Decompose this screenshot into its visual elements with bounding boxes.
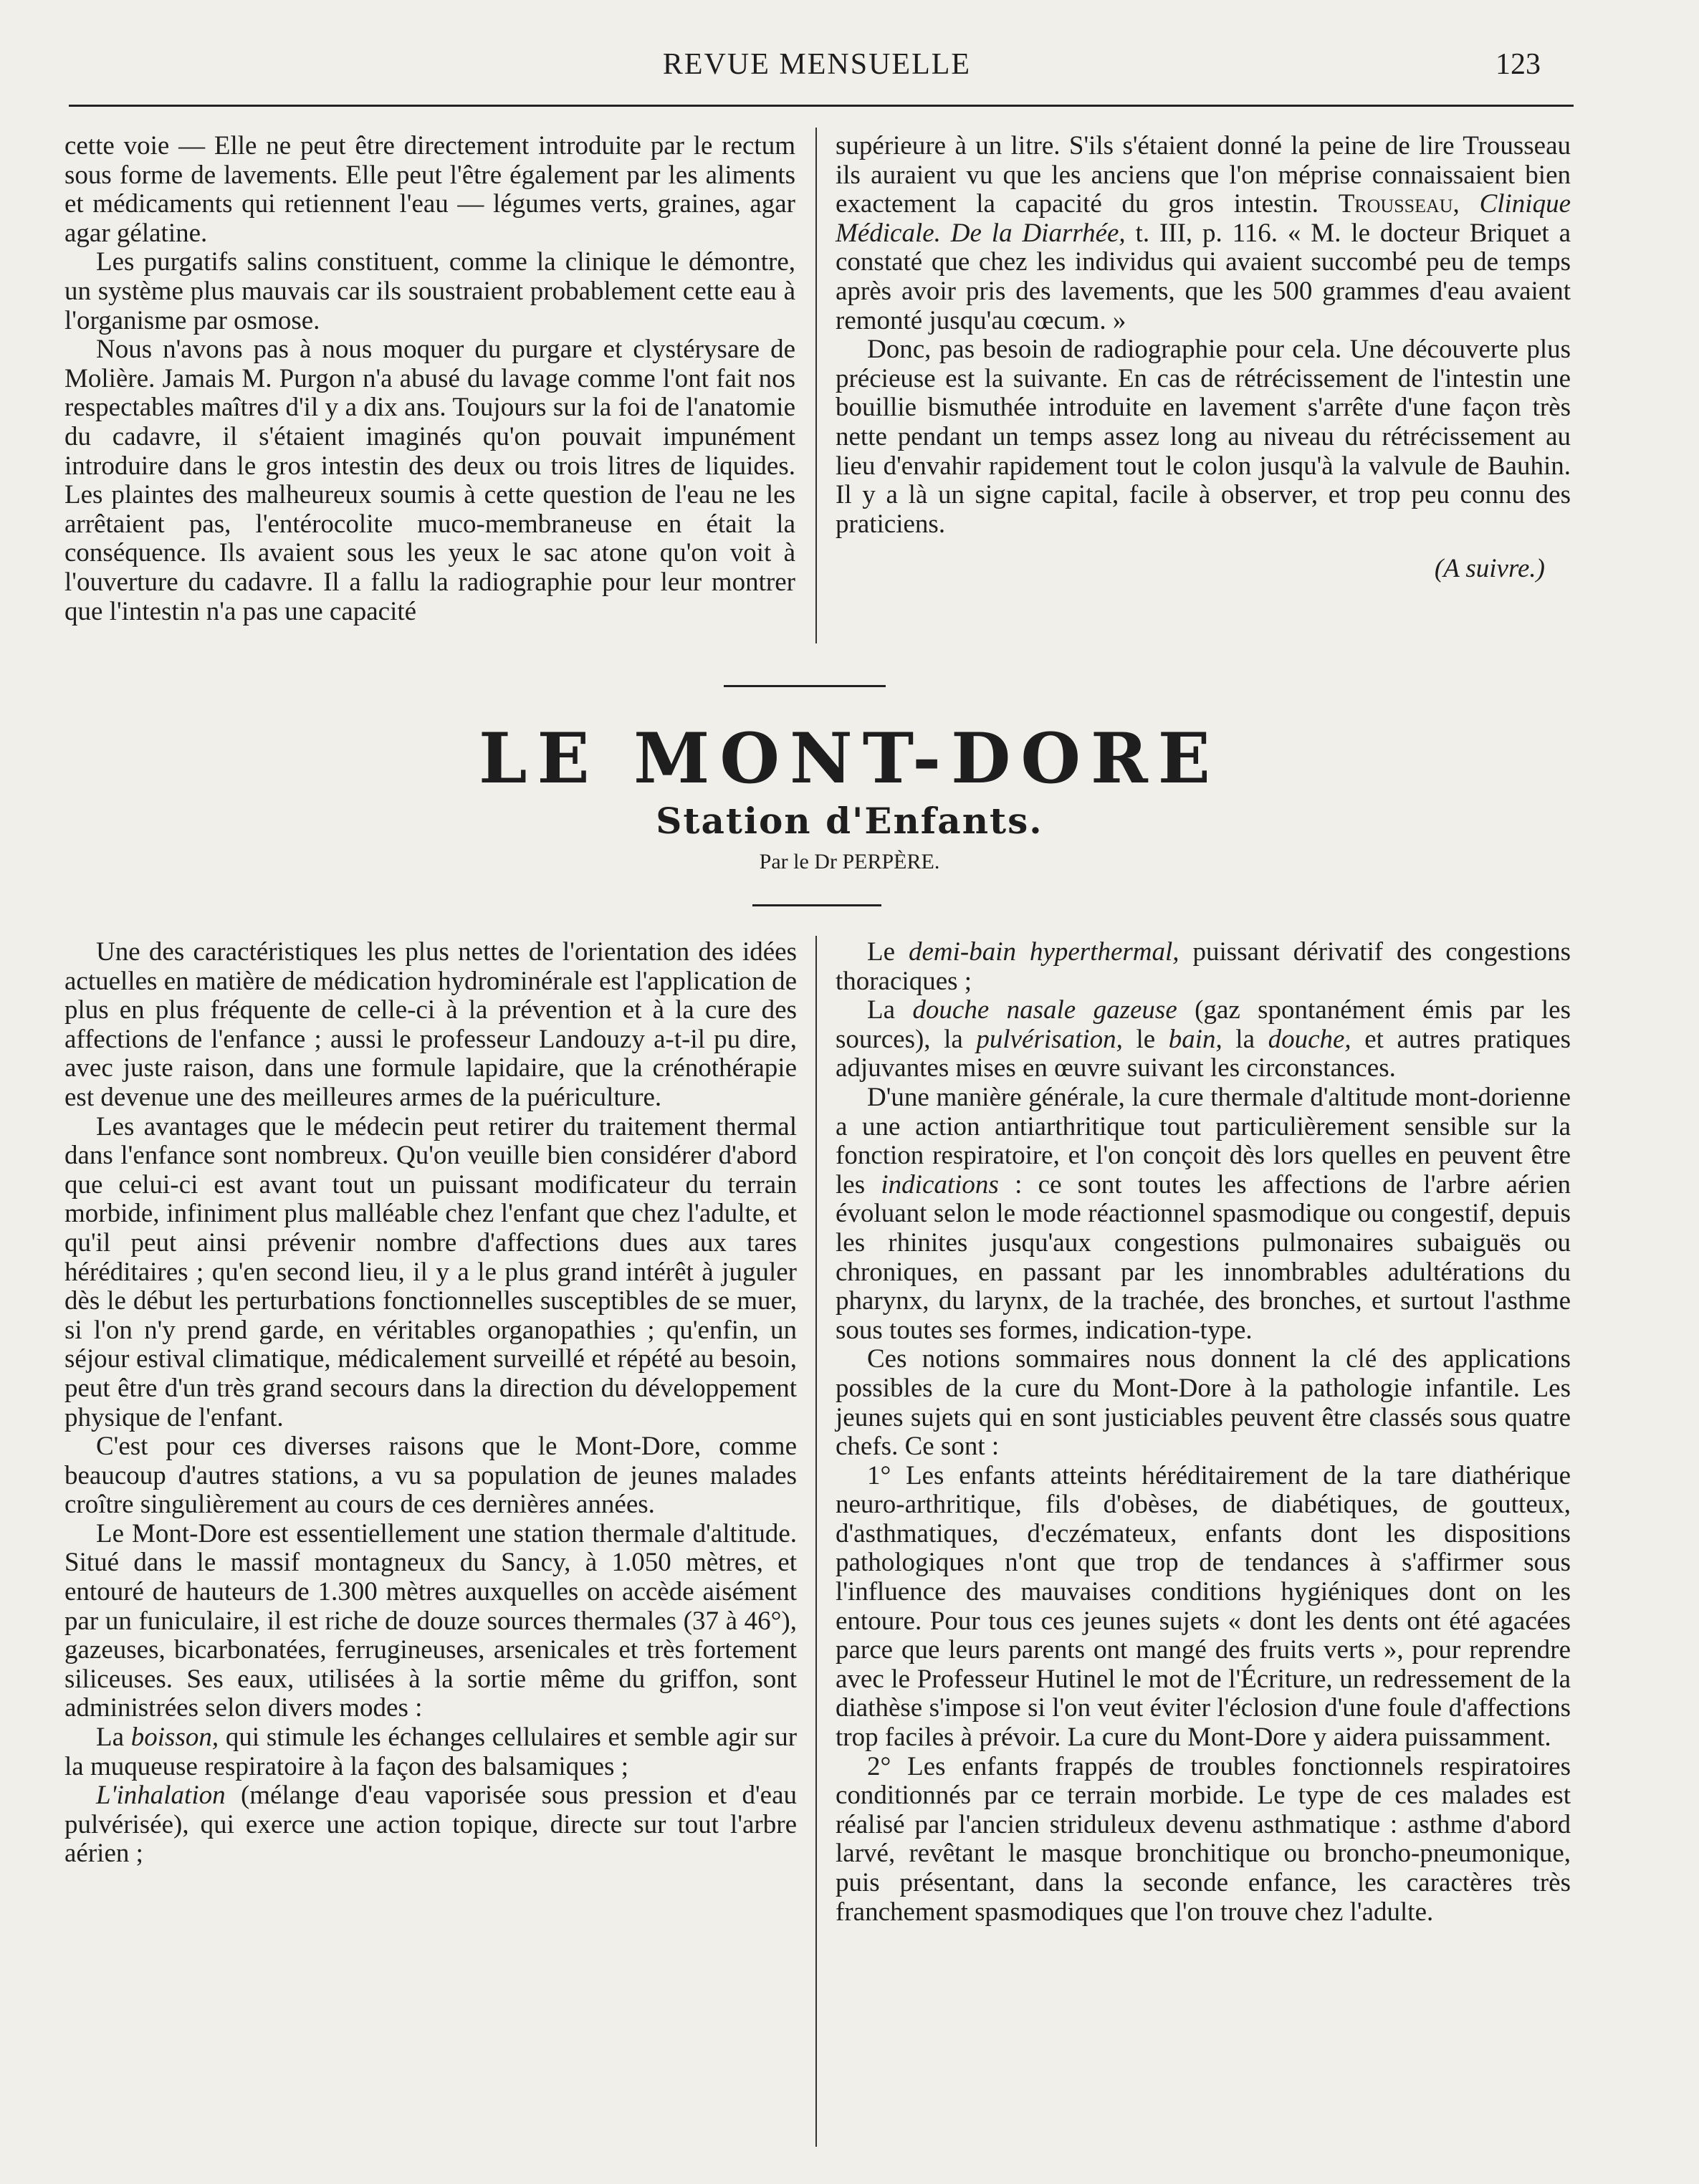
article-title: LE MONT-DORE <box>479 718 1220 799</box>
paragraph: La douche nasale gazeuse (gaz spontanément émis par les sources), la pulvérisation, le bain, la douche, et autres pratiques adjuvantes mises en œuvre suivant les circonstances. <box>836 995 1571 1083</box>
paragraph: Le Mont-Dore est essentiellement une station thermale d'altitude. Situé dans le massif montagneux du Sancy, à 1.050 mètres, et entouré de hauteurs de 1.300 mètres auxquelles on accède aisément par un funiculaire, il est riche de douze sources thermales (37 à 46°), gazeuses, bicarbonatées, ferrugineuses, arsenicales et très fortement siliceuses. Ses eaux, utilisées à la sortie même du griffon, sont administrées selon divers modes : <box>64 1518 797 1723</box>
paragraph: Les avantages que le médecin peut retirer du traitement thermal dans l'enfance sont nombreux. Qu'on veuille bien considérer d'abord que celui-ci est avant tout un puissant modificateur du terrain morbide, infiniment plus malléable chez l'enfant que chez l'adulte, et qu'il peut ainsi prévenir nombre d'affections dues aux tares héréditaires ; qu'en second lieu, il y a le plus grand intérêt à juguler dès le début les perturbations fonctionnelles susceptibles de se muer, si l'on n'y prend garde, en véritables organopathies ; qu'enfin, un séjour estival climatique, médicalement surveillé et répété au besoin, peut être d'un très grand secours dans la direction du développement physique de l'enfant. <box>64 1111 797 1432</box>
article-right-column <box>836 938 1571 1927</box>
article-left-column <box>64 938 797 1869</box>
header-rule <box>69 105 1574 107</box>
paragraph: C'est pour ces diverses raisons que le Mont-Dore, comme beaucoup d'autres stations, a vu sa population de jeunes malades croître singulièrement au cours de ces dernières années. <box>64 1432 797 1520</box>
journal-title: REVUE MENSUELLE <box>662 48 972 81</box>
column-divider <box>815 936 817 2147</box>
article-byline: Par le Dr PERPÈRE. <box>759 850 940 873</box>
paragraph: Nous n'avons pas à nous moquer du purgare et clystérysare de Molière. Jamais M. Purgon n'a abusé du lavage comme l'ont fait nos respectables maîtres d'il y a dix ans. Toujours sur la foi de l'anatomie du cadavre, il s'étaient imaginés qu'on pouvait impunément introduire dans le gros intestin des deux ou trois litres de liquides. Les plaintes des malheureux soumis à cette question de l'eau ne les arrêtaient pas, l'entérocolite muco-membraneuse en était la conséquence. Ils avaient sous les yeux le sac atone qu'on voit à l'ouverture du cadavre. Il a fallu la radiographie pour leur montrer que l'intestin n'a pas une capacité <box>64 335 795 626</box>
section-rule <box>724 685 886 687</box>
paragraph: La boisson, qui stimule les échanges cellulaires et semble agir sur la muqueuse respiratoire à la façon des balsamiques ; <box>64 1723 798 1781</box>
page-number: 123 <box>1495 48 1541 81</box>
article-subtitle: Station d'Enfants. <box>656 800 1043 842</box>
paragraph: Donc, pas besoin de radiographie pour cela. Une découverte plus précieuse est la suivante. En cas de rétrécissement de l'intestin une bouillie bismuthée introduite en lavement s'arrête d'une façon très nette pendant un temps assez long au niveau du rétrécissement au lieu d'envahir rapidement tout le colon jusqu'à la valvule de Bauhin. Il y a là un signe capital, facile à observer, et trop peu connu des praticiens. <box>836 335 1571 539</box>
running-header <box>64 47 1569 90</box>
byline-rule <box>752 904 881 906</box>
paragraph: 1° Les enfants atteints héréditairement de la tare diathérique neuro-arthritique, fils d'obèses, de diabétiques, de goutteux, d'asthmatiques, d'eczémateux, enfants dont les dispositions pathologiques n'ont que trop de tendances à s'affirmer sous l'influence des mauvaises conditions hygiéniques dont on les entoure. Pour tous ces jeunes sujets « dont les dents ont été agacées parce que leurs parents ont mangé des fruits verts », pour reprendre avec le Professeur Hutinel le mot de l'Écriture, un redressement de la diathèse s'impose si l'on veut éviter l'éclosion d'une foule d'affections trop faciles à prévoir. La cure du Mont-Dore y aidera puissamment. <box>836 1460 1571 1753</box>
paragraph: D'une manière générale, la cure thermale d'altitude mont-dorienne a une action antiarthritique tout particulièrement sensible sur la fonction respiratoire, et l'on conçoit dès lors quelles en peuvent être les indications : ce sont toutes les affections de l'arbre aérien évoluant selon le mode réactionnel spasmodique ou congestif, depuis les rhinites jusqu'aux congestions pulmonaires subaiguës ou chroniques, en passant par les innombrables adultérations du pharynx, du larynx, de la trachée, des bronches, et surtout l'asthme sous toutes ses formes, indication-type. <box>836 1082 1571 1345</box>
paragraph: Ces notions sommaires nous donnent la clé des applications possibles de la cure du Mont-Dore à la pathologie infantile. Les jeunes sujets qui en sont justiciables peuvent être classés sous quatre chefs. Ce sont : <box>836 1344 1571 1462</box>
continued-article-right-column <box>836 132 1571 584</box>
to-be-continued: (A suivre.) <box>1434 554 1545 584</box>
continued-article-left-column <box>64 132 795 626</box>
paragraph: 2° Les enfants frappés de troubles fonctionnels respiratoires conditionnés par ce terrain morbide. Le type de ces malades est réalisé par l'ancien striduleux devenu asthmatique : asthme d'abord larvé, revêtant le masque bronchitique ou broncho-pneumonique, puis présentant, dans la seconde enfance, les caractères très franchement spasmodiques que l'on trouve chez l'adulte. <box>836 1751 1571 1927</box>
reference-title: Clinique Médicale. De la Diarrhée, <box>836 189 1571 248</box>
paragraph: cette voie — Elle ne peut être directement introduite par le rectum sous forme de lavements. Elle peut l'être également par les aliments et médicaments qui retiennent l'eau — légumes verts, graines, agar agar gélatine. <box>64 131 795 248</box>
paragraph: L'inhalation (mélange d'eau vaporisée sous pression et d'eau pulvérisée), qui exerce une action topique, directe sur tout l'arbre aérien ; <box>64 1781 798 1869</box>
paragraph: supérieure à un litre. S'ils s'étaient donné la peine de lire Trousseau ils auraient vu que les anciens que l'on méprise connaissaient bien exactement la capacité du gros intestin. Trousseau, Clinique Médicale. De la Diarrhée, t. III, p. 116. « M. le docteur Briquet a constaté que chez les individus qui avaient succombé peu de temps après avoir pris des lavements, que les 500 grammes d'eau avaient remonté jusqu'au cœcum. » <box>836 131 1571 335</box>
paragraph: Le demi-bain hyperthermal, puissant dérivatif des congestions thoraciques ; <box>836 937 1571 996</box>
paragraph: Les purgatifs salins constituent, comme la clinique le démontre, un système plus mauvais car ils soustraient probablement cette eau à l'organisme par osmose. <box>64 247 795 335</box>
column-divider <box>815 128 817 643</box>
paragraph: Une des caractéristiques les plus nettes de l'orientation des idées actuelles en matière de médication hydrominérale est l'application de plus en plus fréquente de celle-ci à la prévention et à la cure des affections de l'enfance ; aussi le professeur Landouzy a-t-il pu dire, avec juste raison, dans une formule lapidaire, que la crénothérapie est devenue une des meilleures armes de la puériculture. <box>64 937 797 1112</box>
reference-author: Trousseau, <box>1338 189 1460 219</box>
